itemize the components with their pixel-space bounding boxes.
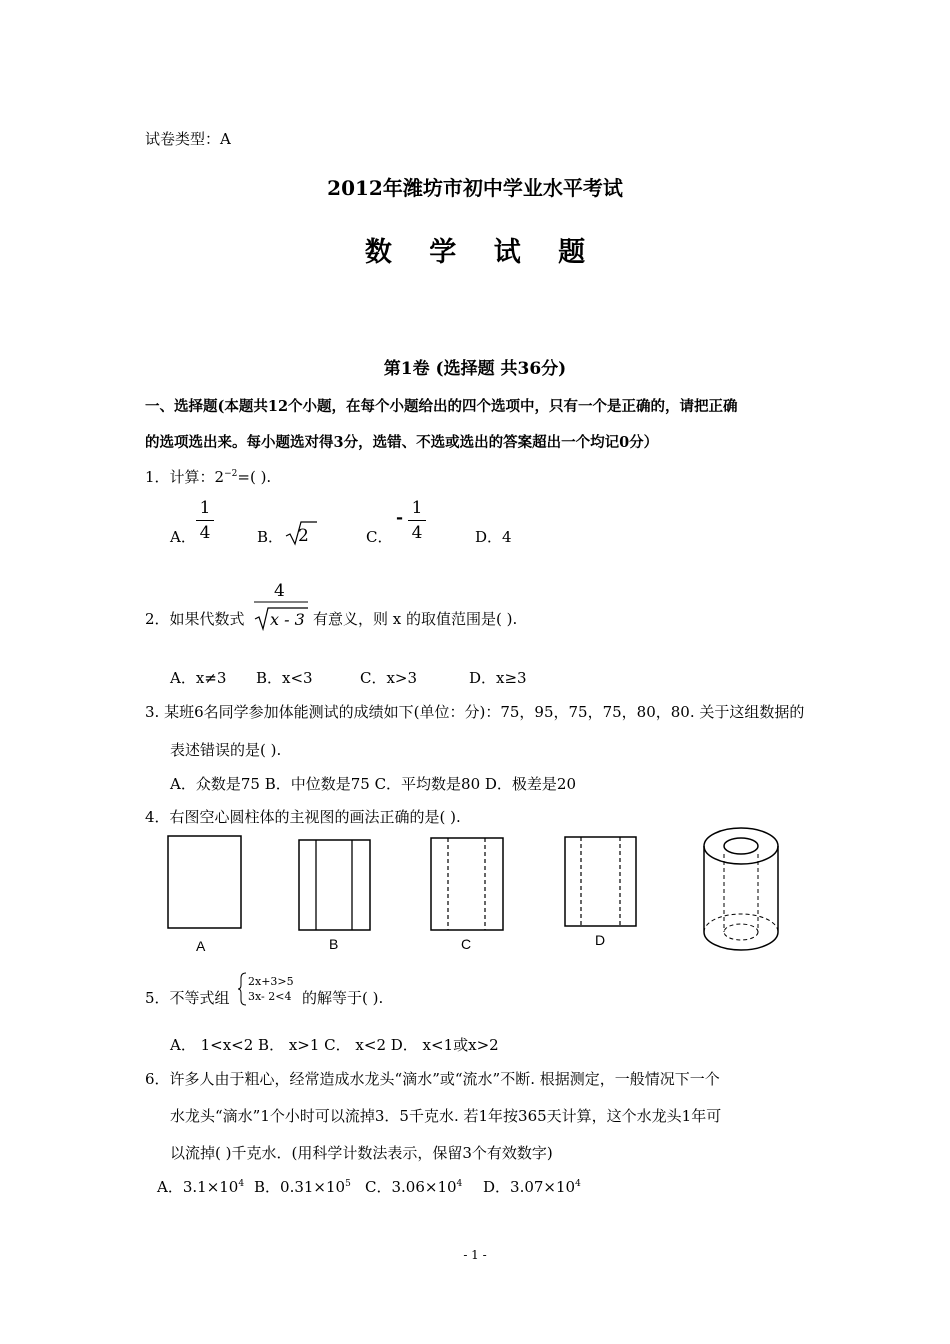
q2-numerator: 4 [274, 581, 285, 601]
view-b-rectangle [296, 838, 376, 934]
q6-option-b: B．$0.31\times 10^5$ [254, 1178, 351, 1196]
q3-line-1: 3. 某班6名同学参加体能测试的成绩如下(单位：分)：75，95，75，75，80，80. 关于这组数据的 [145, 703, 805, 721]
exam-title: 2012年潍坊市初中学业水平考试 [327, 176, 623, 200]
view-d-rectangle [562, 834, 642, 930]
q2-option-c: C．x>3 [360, 669, 418, 687]
q2-stem-end: 有意义，则 x 的取值范围是( ). [313, 610, 518, 628]
q1-option-c-fraction: 1 4 [408, 498, 426, 543]
brace-symbol [238, 972, 248, 1006]
q6-line-1: 6．许多人由于粗心，经常造成水龙头“滴水”或“流水”不断. 根据测定，一般情况下一个 [145, 1070, 720, 1088]
q5-stem-end: 的解等于( ). [302, 989, 384, 1007]
q1-option-b-value: 2 [298, 526, 309, 546]
subject-title: 数 学 试 题 [364, 237, 600, 268]
hollow-cylinder-figure [700, 824, 784, 954]
q6-option-d: D．$3.07\times 10^4$ [483, 1178, 581, 1196]
view-b-label: B [329, 936, 339, 952]
q3-line-2: 表述错误的是( ). [170, 741, 282, 759]
q1-stem: 1．计算：$2^{-2}=$( ). [145, 468, 272, 486]
q3-options: A．众数是75 B．中位数是75 C．平均数是80 D．极差是20 [170, 775, 577, 793]
view-d-label: D [595, 932, 606, 948]
view-c-rectangle [428, 836, 508, 934]
instruction-line-2: 的选项选出来。每小题选对得3分，选错、不选或选出的答案超出一个均记0分） [145, 434, 659, 451]
q1-option-a-fraction: 1 4 [196, 498, 214, 543]
q5-options: A． 1<x<2 B． x>1 C． x<2 D． x<1或x>2 [170, 1036, 499, 1054]
q4-stem: 4．右图空心圆柱体的主视图的画法正确的是( ). [145, 808, 461, 826]
view-c-label: C [461, 936, 472, 952]
q2-option-d: D．x≥3 [469, 669, 527, 687]
page-number: - 1 - [463, 1248, 487, 1262]
q1-option-d: D．4 [475, 528, 512, 546]
q2-denominator: x - 3 [270, 610, 305, 629]
q1-option-c-sign: - [396, 508, 404, 528]
q6-option-a: A．$3.1\times 10^4$ [157, 1178, 245, 1196]
q1-option-a-label: A． [170, 528, 196, 546]
q2-stem: 2．如果代数式 [145, 610, 245, 628]
section-title: 第1卷 (选择题 共36分) [383, 359, 567, 379]
q5-stem: 5．不等式组 [145, 989, 230, 1007]
q1-option-b-label: B． [257, 528, 284, 546]
q5-inequality-2: 3x- 2<4 [248, 990, 292, 1003]
q1-option-c-label: C． [366, 528, 393, 546]
q2-option-b: B．x<3 [256, 669, 313, 687]
q6-line-3: 以流掉( )千克水．(用科学计数法表示，保留3个有效数字) [170, 1144, 553, 1162]
q2-option-a: A．x≠3 [170, 669, 227, 687]
q6-option-c: C．$3.06\times 10^4$ [365, 1178, 463, 1196]
q5-inequality-1: 2x+3>5 [248, 975, 294, 988]
view-a-rectangle [165, 834, 255, 934]
instruction-line-1: 一、选择题(本题共12个小题，在每个小题给出的四个选项中，只有一个是正确的，请把正确 [145, 398, 738, 415]
q6-line-2: 水龙头“滴水”1个小时可以流掉3．5千克水. 若1年按365天计算，这个水龙头1年可 [170, 1107, 722, 1125]
view-a-label: A [196, 938, 206, 954]
paper-type: 试卷类型：A [145, 130, 231, 148]
